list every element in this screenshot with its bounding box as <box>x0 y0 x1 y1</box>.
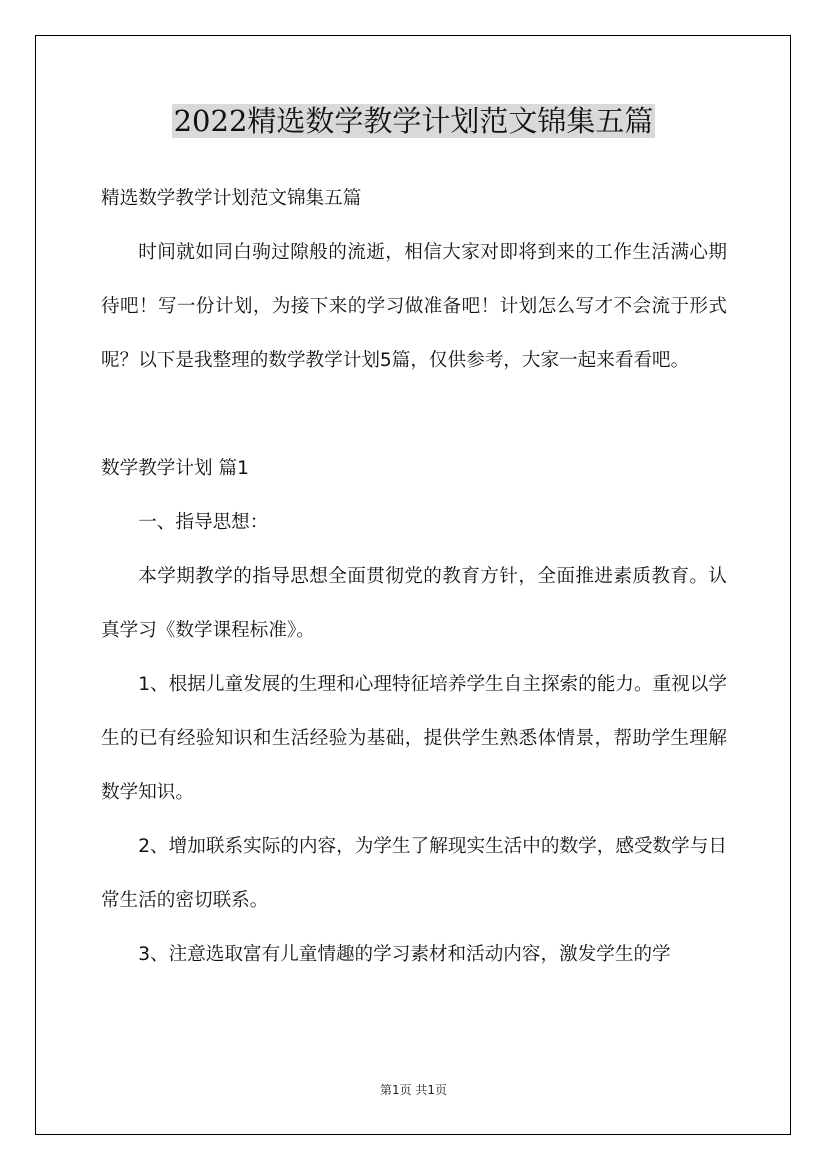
section-heading: 数学教学计划 篇1 <box>101 458 249 479</box>
body-paragraph: 本学期教学的指导思想全面贯彻党的教育方针，全面推进素质教育。认真学习《数学课程标准》。 <box>101 566 727 641</box>
document-subtitle: 精选数学教学计划范文锦集五篇 <box>101 188 362 209</box>
list-item: 2、增加联系实际的内容，为学生了解现实生活中的数学，感受数学与日常生活的密切联系。 <box>101 836 727 911</box>
list-item: 3、注意选取富有儿童情趣的学习素材和活动内容，激发学生的学 <box>138 944 671 965</box>
paragraph-gap <box>101 388 727 442</box>
document-title-text: 2022精选数学教学计划范文锦集五篇 <box>173 104 654 138</box>
page-footer: 第1页 共1页 <box>379 1083 448 1097</box>
document-body <box>101 172 727 982</box>
intro-paragraph: 时间就如同白驹过隙般的流逝，相信大家对即将到来的工作生活满心期待吧！写一份计划，为接下来的学习做准备吧！计划怎么写才不会流于形式呢？以下是我整理的数学教学计划5篇，仅供参考，大家一起来看看吧。 <box>101 242 727 371</box>
list-item: 1、根据儿童发展的生理和心理特征培养学生自主探索的能力。重视以学生的已有经验知识和生活经验为基础，提供学生熟悉体情景，帮助学生理解数学知识。 <box>101 674 727 803</box>
document-title <box>0 96 827 146</box>
subsection-heading: 一、指导思想： <box>138 512 269 533</box>
